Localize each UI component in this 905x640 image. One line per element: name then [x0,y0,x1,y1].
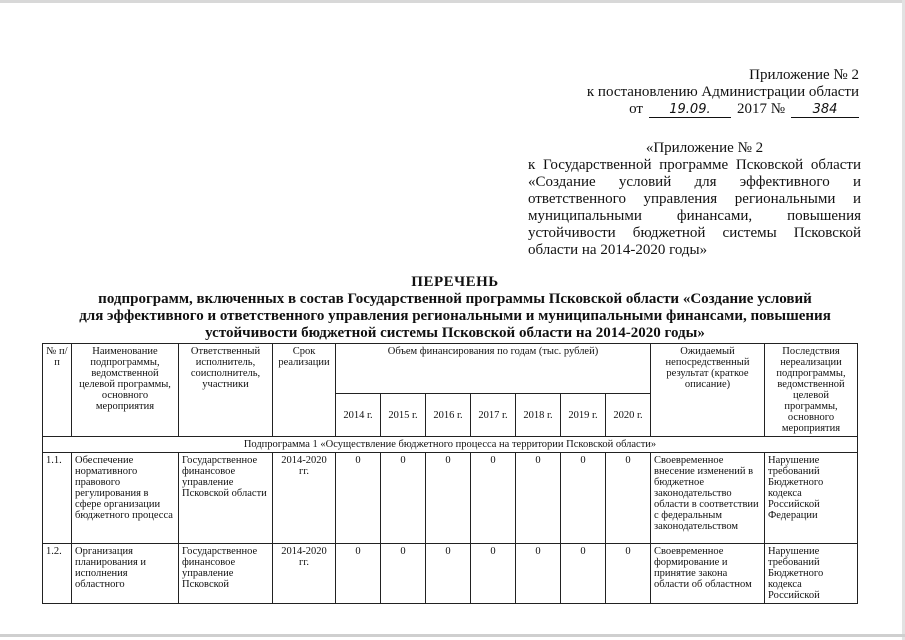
appendix-program-body: к Государственной программе Псковской области «Создание условий для эффективного и ответственного управления региональными и муниципальными финансами, повышения устойчивости бюджетной системы Псковской области на 2014-2020 годы» [528,157,861,258]
table-row [43,453,858,544]
header-year: 2017 г. [471,394,516,437]
appendix-order-title: Приложение № 2 [749,67,859,83]
appendix-order-line: к постановлению Администрации области [586,84,859,100]
header-year: 2014 г. [336,394,381,437]
header-year: 2016 г. [426,394,471,437]
row-value: 0 [606,544,651,604]
header-name: Наименование подпрограммы, ведомственной целевой программы, основного мероприятия [72,344,179,437]
appendix-order-date-row [587,101,859,118]
row-value: 0 [336,453,381,544]
row-result: Своевременное формирование и принятие закона области об областном [651,544,765,604]
row-value: 0 [336,544,381,604]
heading-line-1: подпрограмм, включенных в состав Государственной программы Псковской области «Создание условий [98,291,812,307]
appendix-program-block [528,140,861,259]
header-executor: Ответственный исполнитель, соисполнитель, участники [179,344,273,437]
table-header-row [43,344,858,394]
row-num: 1.1. [43,453,72,544]
header-term: Срок реализации [273,344,336,437]
heading-title: ПЕРЕЧЕНЬ [411,274,499,290]
row-value: 0 [426,453,471,544]
row-consequence: Нарушение требований Бюджетного кодекса Российской [765,544,858,604]
date-prefix: от [629,101,643,117]
year-and-number-label: 2017 № [736,101,785,117]
row-term: 2014-2020 гг. [273,544,336,604]
row-value: 0 [561,544,606,604]
row-value: 0 [516,544,561,604]
subprogram-title: Подпрограмма 1 «Осуществление бюджетного процесса на территории Псковской области» [43,437,858,453]
header-year: 2020 г. [606,394,651,437]
appendix-program-title: «Приложение № 2 [645,140,764,156]
row-name: Обеспечение нормативного правового регулирования в сфере организации бюджетного процесса [72,453,179,544]
scan-edge-top [0,0,905,3]
handwritten-number: 384 [791,103,859,118]
row-consequence: Нарушение требований Бюджетного кодекса Российской Федерации [765,453,858,544]
heading-line-3: устойчивости бюджетной системы Псковской области на 2014-2020 годы» [205,325,705,341]
row-value: 0 [471,453,516,544]
heading-line-2: для эффективного и ответственного управления региональными и муниципальными финансами, повышения [79,308,831,324]
header-result: Ожидаемый непосредственный результат (краткое описание) [651,344,765,437]
row-executor: Государственное финансовое управление Псковской области [179,453,273,544]
header-consequence: Последствия нереализации подпрограммы, ведомственной целевой программы, основного мероприятия [765,344,858,437]
row-value: 0 [561,453,606,544]
row-result: Своевременное внесение изменений в бюджетное законодательство области в соответствии с федеральным законодательством [651,453,765,544]
row-value: 0 [516,453,561,544]
row-value: 0 [606,453,651,544]
subprogram-row [43,437,858,453]
row-value: 0 [426,544,471,604]
header-year: 2015 г. [381,394,426,437]
table-row [43,544,858,604]
row-executor: Государственное финансовое управление Псковской [179,544,273,604]
row-value: 0 [471,544,516,604]
document-heading [60,274,850,342]
appendix-order-block [587,67,859,118]
row-value: 0 [381,544,426,604]
subprograms-table [42,343,858,604]
row-name: Организация планирования и исполнения областного [72,544,179,604]
header-year: 2018 г. [516,394,561,437]
header-num: № п/п [43,344,72,437]
row-num: 1.2. [43,544,72,604]
handwritten-date: 19.09. [649,103,731,118]
header-funding: Объем финансирования по годам (тыс. рублей) [336,344,651,394]
scan-edge-bottom [0,634,905,637]
header-year: 2019 г. [561,394,606,437]
row-term: 2014-2020 гг. [273,453,336,544]
row-value: 0 [381,453,426,544]
